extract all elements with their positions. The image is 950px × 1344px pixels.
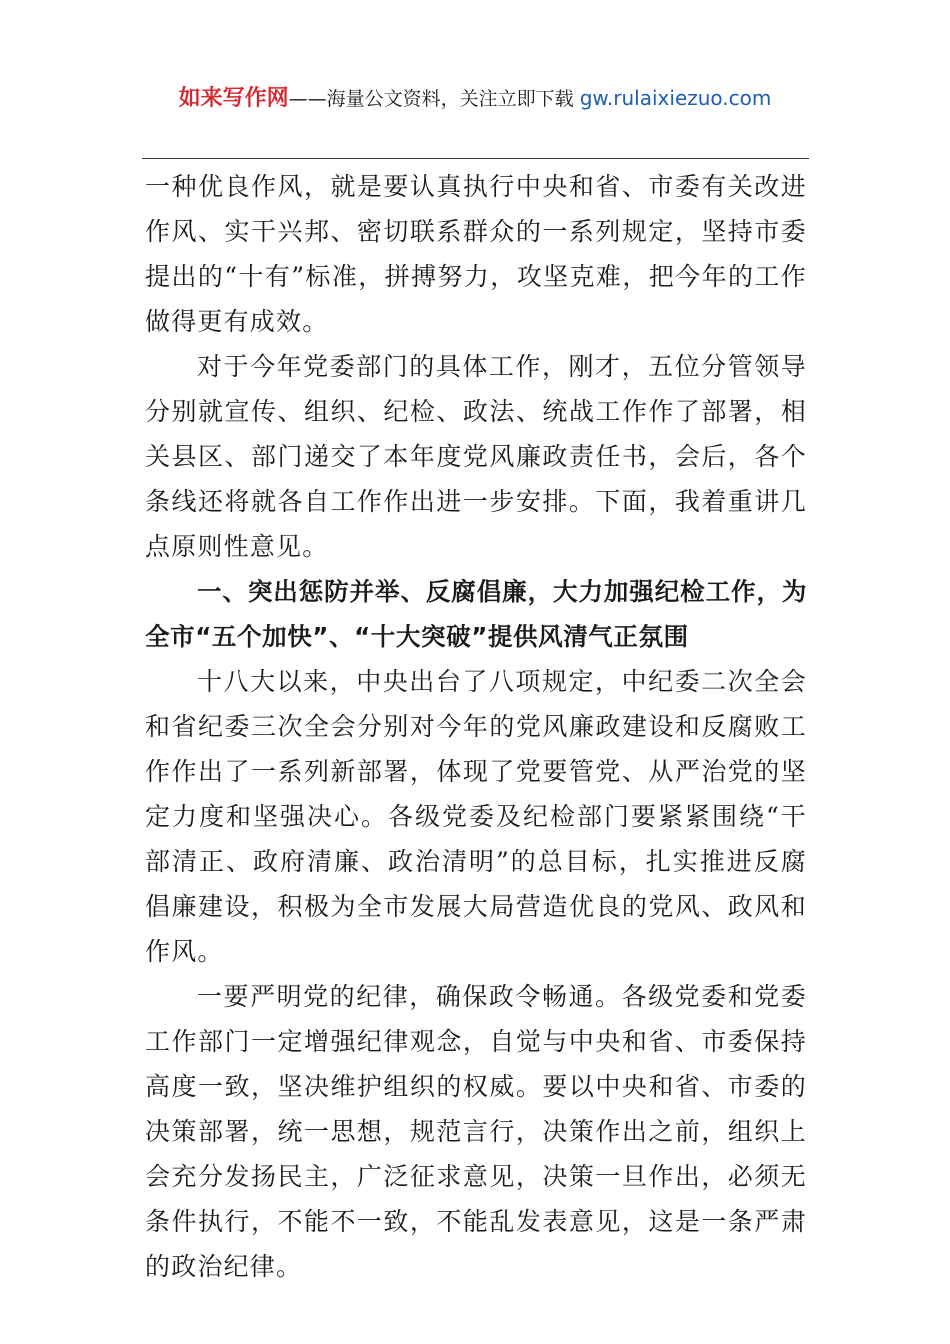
paragraph-1: 一种优良作风，就是要认真执行中央和省、市委有关改进作风、实干兴邦、密切联系群众的一系列规定，坚持市委提出的“十有”标准，拼搏努力，攻坚克难，把今年的工作做得更有成效。 (145, 172, 807, 336)
paragraph-4: 一要严明党的纪律，确保政令畅通。各级党委和党委工作部门一定增强纪律观念，自觉与中央和省、市委保持高度一致，坚决维护组织的权威。要以中央和省、市委的决策部署，统一思想，规范言行，决策作出之前，组织上会充分发扬民主，广泛征求意见，决策一旦作出，必须无条件执行，不能不一致，不能乱发表意见，这是一条严肃的政治纪律。 (145, 982, 807, 1281)
document-body (145, 164, 807, 1289)
paragraph-3: 十八大以来，中央出台了八项规定，中纪委二次全会和省纪委三次全会分别对今年的党风廉政建设和反腐败工作作出了一系列新部署，体现了党要管党、从严治党的坚定力度和坚强决心。各级党委及纪检部门要紧紧围绕“干部清正、政府清廉、政治清明”的总目标，扎实推进反腐倡廉建设，积极为全市发展大局营造优良的党风、政风和作风。 (145, 667, 807, 966)
section-heading-1: 一、突出惩防并举、反腐倡廉，大力加强纪检工作，为全市“五个加快”、“十大突破”提供风清气正氛围 (145, 577, 807, 651)
brand-name[interactable]: 如来写作网 (178, 86, 289, 111)
site-url-link[interactable]: gw.rulaixiezuo.com (579, 86, 772, 110)
paragraph-2: 对于今年党委部门的具体工作，刚才，五位分管领导分别就宣传、组织、纪检、政法、统战工作作了部署，相关县区、部门递交了本年度党风廉政责任书，会后，各个条线还将就各自工作作出进一步安排。下面，我着重讲几点原则性意见。 (145, 352, 807, 561)
page-header (0, 84, 950, 113)
header-divider (142, 158, 809, 159)
header-tagline: ——海量公文资料，关注立即下载 (288, 88, 574, 110)
